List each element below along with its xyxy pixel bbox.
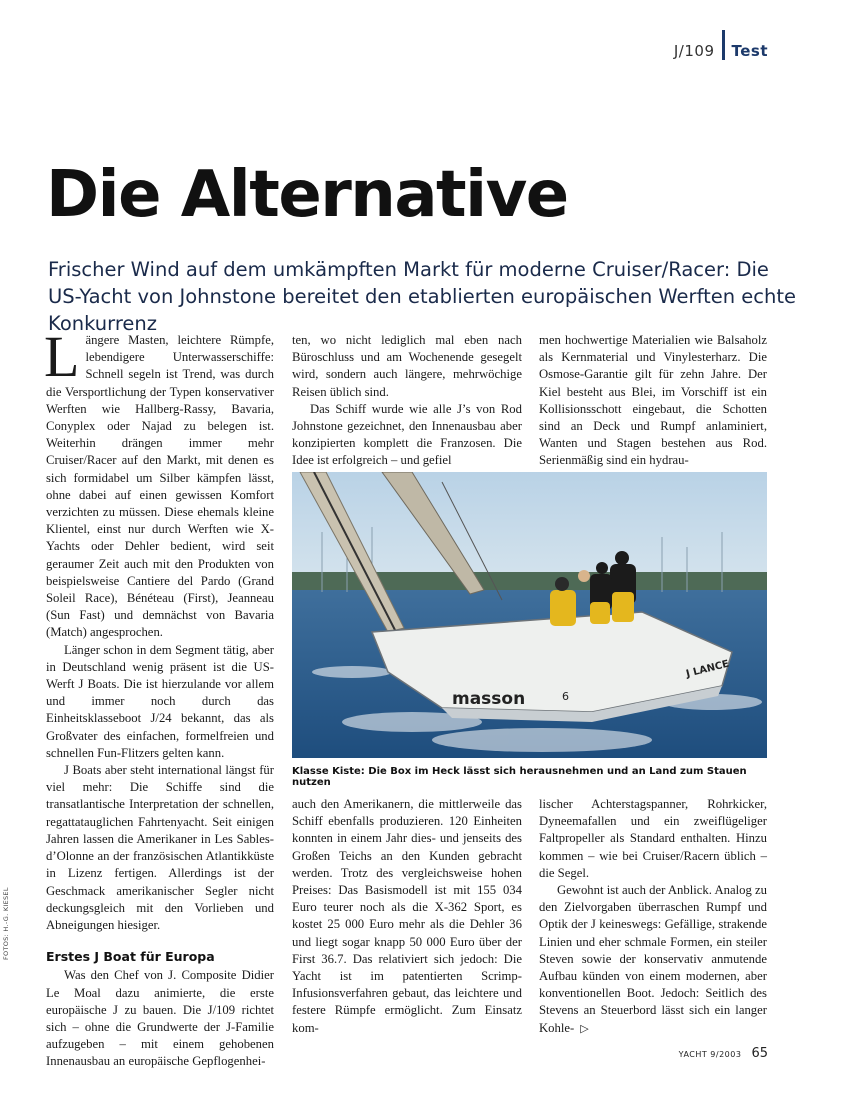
page-number: 65 [751,1046,768,1061]
deck: Frischer Wind auf dem umkämpften Markt für moderne Cruiser/Racer: Die US-Yacht von Johnstone bereitet den etablierten europäischen Werften echte Konkurrenz [48,258,797,335]
subheading: Erstes J Boat für Europa [46,949,215,965]
paragraph: ten, wo nicht lediglich mal eben nach Büroschluss und am Wochenende gesegelt wird, sondern auch längere, mehrwöchige Reisen üblich sind. [292,333,522,399]
paragraph: Das Schiff wurde wie alle J’s von Rod Johnstone gezeichnet, den Innenausbau aber konzipierten komplett die Franzosen. Die Idee ist erfolgreich – und gefiel [292,401,522,468]
photo-caption: Klasse Kiste: Die Box im Heck lässt sich herausnehmen und an Land zum Stauen nutzen [292,766,747,788]
running-head-divider [722,30,725,60]
continue-arrow-icon: ▷ [580,1022,589,1035]
paragraph: Was den Chef von J. Composite Didier Le Moal dazu animierte, die erste europäische J zu bauen. Die J/109 richtet sich – ohne die Grundwerte der J-Familie aufzugeben – mit einem gehobenen Innenausbau an europäische Gepflogenhei- [46,968,274,1069]
headline: Die Alternative [46,158,568,232]
body-column-1 [44,324,274,1071]
running-head-title: J/109 [673,42,715,60]
paragraph: J Boats aber steht international längst für viel mehr: Die Schiffe sind die transatlantische Interpretation der schnellen, regattatauglichen Fahrtenyacht. Seit einigen Jahren lassen die Amerikaner in Les Sables-d’Olonne an der französischen Atlantikküste in Lizenz fertigen. Allerdings ist der Geschmack amerikanischer Segler nicht deckungsgleich mit den Vorlieben und Abneigungen hiesiger. [46,763,274,932]
page-footer [679,1046,768,1061]
paragraph: Länger schon in dem Segment tätig, aber in Deutschland wenig präsent ist die US-Werft J Boats. Die ist hierzulande vor allem und immer noch durch das Einheitsklasseboot J/24 bekannt, das als Großvater des einfachen, formelfreien und schnellen Fun-Flitzers gelten kann. [46,642,274,760]
sailing-yacht-photo [292,472,767,758]
paragraph: lischer Achterstagspanner, Rohrkicker, Dyneemafallen und ein zweiflügeliger Faltpropeller als Standard enthalten. Hinzu kommen – wie bei Cruiser/Racern üblich – die Segel. [539,797,767,880]
paragraph: ängere Masten, leichtere Rümpfe, lebendigere Unterwasserschiffe: Schnell segeln ist Trend, was durch die Versportlichung der Typen konservativer Werften wie Hallberg-Rassy, Bavaria, Conyplex oder Najad zu belegen ist. Weiterhin drängen immer mehr Cruiser/Racer auf den Markt, mit denen es sich formidabel um Silber kämpfen lässt, ohne dabei auf einen gewissen Komfort verzichten zu müssen. Diese ehemals kleine Klientel, einst nur durch Werften wie X-Yachts oder Dehler bedient, wird seit geraumer Zeit auch mit den Produkten von beispielsweise Cantiere del Pardo (Grand Soleil Race), Bénéteau (First), Jeanneau (Sun Fast) und demnächst von Bavaria (Match) angesprochen. [46,333,274,640]
running-head-section: Test [731,42,768,60]
body-column-2-bottom [292,796,522,1037]
bow-name-text: J LANCE [685,658,731,680]
paragraph: auch den Amerikanern, die mittlerweile das Schiff ebenfalls produzieren. 120 Einheiten konnten in einem Jahr dies- und jenseits des Großen Teichs an den Kunden gebracht werden. Trotz des vergleichsweise hohen Preises: Das Basismodell ist mit 155 034 Euro teurer noch als die X-362 Sport, es kostet 25 000 Euro mehr als die Dehler 36 und liegt sogar knapp 50 000 Euro über der First 36.7. Das relativiert sich jedoch: Die Yacht ist im patentierten Scrimp-Infusionsverfahren gebaut, das leichtere und festere Rümpfe ermöglicht. Zum Einsatz kom- [292,797,522,1035]
photo-credit: FOTOS: H.-G. KIESEL [2,887,10,960]
running-head [674,30,768,60]
body-column-3-top [539,332,767,470]
paragraph: Gewohnt ist auch der Anblick. Analog zu den Zielvorgaben überraschen Rumpf und Optik der J keineswegs: Gefällige, strakende Linien und eher schmale Formen, ein steiler Steven sowie der konservativ anmutende Aufbau künden von einem modernen, aber konventionellen Boot. Jedoch: Seitlich des Stevens an Steuerbord lässt sich ein langer Kohle- [539,883,767,1035]
sail-number-text: 6 [562,690,569,703]
hull-sponsor-text: masson [452,689,526,709]
body-column-3-bottom [539,796,767,1038]
magazine-issue: YACHT 9/2003 [678,1050,742,1059]
paragraph: men hochwertige Materialien wie Balsaholz als Kernmaterial und Vinylesterharz. Die Osmose-Garantie gilt für zehn Jahre. Der Kiel besteht aus Blei, im Vorschiff ist ein Kollisionsschott eingebaut, die Schotten sind an Deck und Rumpf anlaminiert, Wanten und Stagen bestehen aus Rod. Serienmäßig sind ein hydrau- [539,333,767,468]
body-column-2-top [292,332,522,470]
dropcap: L [44,324,80,389]
